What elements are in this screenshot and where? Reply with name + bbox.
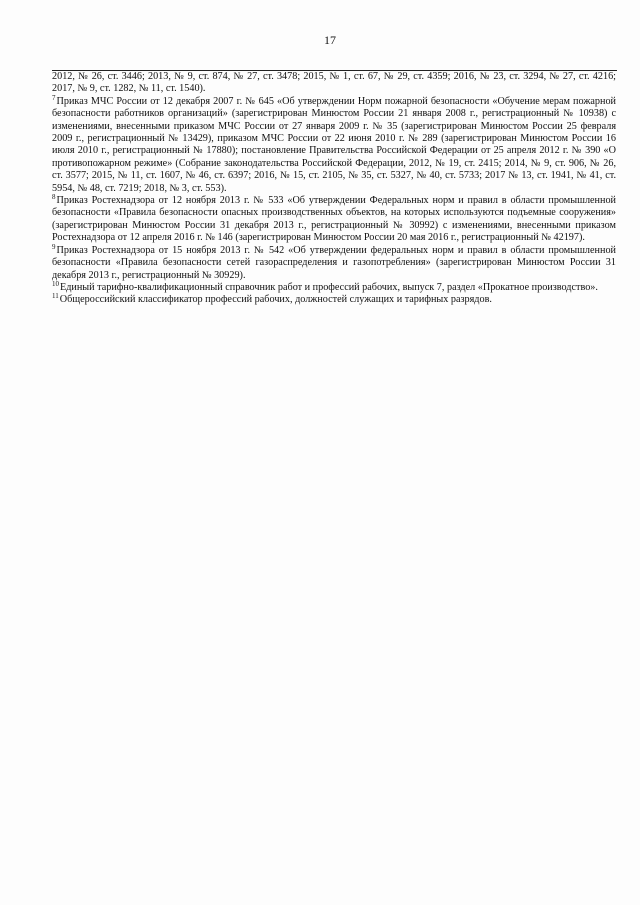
footnote-marker: 8 — [52, 193, 56, 202]
footnote-marker: 10 — [52, 279, 59, 288]
footnote-11 — [52, 294, 616, 306]
footnote-7 — [52, 93, 616, 195]
footnote-continuation — [52, 71, 616, 96]
page-number: 17 — [324, 33, 336, 47]
footnote-text: Приказ Ростехнадзора от 12 ноября 2013 г. № 533 «Об утверждении Федеральных норм и правил в области промышленной безопасности «Правила безопасности опасных производственных объектов, на которых используются подъемные сооружения» (зарегистрирован Минюстом России 31 декабря 2013 г., регистрационный № 30992) с изменениями, внесенными приказом Ростехнадзора от 12 апреля 2016 г. № 146 (зарегистрирован Минюстом России 20 мая 2016 г., регистрационный № 42197). — [52, 195, 616, 244]
footnote-marker: 9 — [52, 242, 56, 251]
footnotes-block — [52, 71, 616, 307]
footnote-9 — [52, 242, 616, 282]
footnote-text: Приказ Ростехнадзора от 15 ноября 2013 г. № 542 «Об утверждении федеральных норм и правил в области промышленной безопасности «Правила безопасности сетей газораспределения и газопотребления» (зарегистрирован Минюстом России 31 декабря 2013 г., регистрационный № 30929). — [52, 244, 616, 281]
footnote-marker: 7 — [52, 93, 56, 102]
footnote-10 — [52, 279, 616, 294]
footnote-marker: 11 — [52, 292, 59, 301]
footnote-8 — [52, 195, 616, 245]
footnote-text: Приказ МЧС России от 12 декабря 2007 г. № 645 «Об утверждении Норм пожарной безопасности «Обучение мерам пожарной безопасности работников организаций» (зарегистрирован Минюстом России 21 января 2008 г., регистрационный № 10938) с изменениями, внесенными приказом МЧС России от 27 января 2009 г. № 35 (зарегистрирован Минюстом России 25 февраля 2009 г., регистрационный № 13429), приказом МЧС России от 22 июня 2010 г. № 289 (зарегистрирован Минюстом России 16 июля 2010 г., регистрационный № 17880); постановление Правительства Российской Федерации от 25 апреля 2012 г. № 390 «О противопожарном режиме» (Собрание законодательства Российской Федерации, 2012, № 19, ст. 2415; 2014, № 9, ст. 906, № 26, ст. 3577; 2015, № 11, ст. 1607, № 46, ст. 6397; 2016, № 15, ст. 2105, № 35, ст. 5327, № 40, ст. 5733; 2017 № 13, ст. 1941, № 41, ст. 5954, № 48, ст. 7219; 2018, № 3, ст. 553). — [52, 95, 616, 194]
footnote-text: 2012, № 26, ст. 3446; 2013, № 9, ст. 874, № 27, ст. 3478; 2015, № 1, ст. 67, № 29, ст. 4359; 2016, № 23, ст. 3294, № 27, ст. 4216; 2017, № 9, ст. 1282, № 11, ст. 1540). — [52, 71, 616, 95]
footnote-text: Общероссийский классификатор профессий рабочих, должностей служащих и тарифных разрядов. — [59, 294, 492, 306]
footnote-text: Единый тарифно-квалификационный справочник работ и профессий рабочих, выпуск 7, раздел «Прокатное производство». — [60, 281, 598, 293]
